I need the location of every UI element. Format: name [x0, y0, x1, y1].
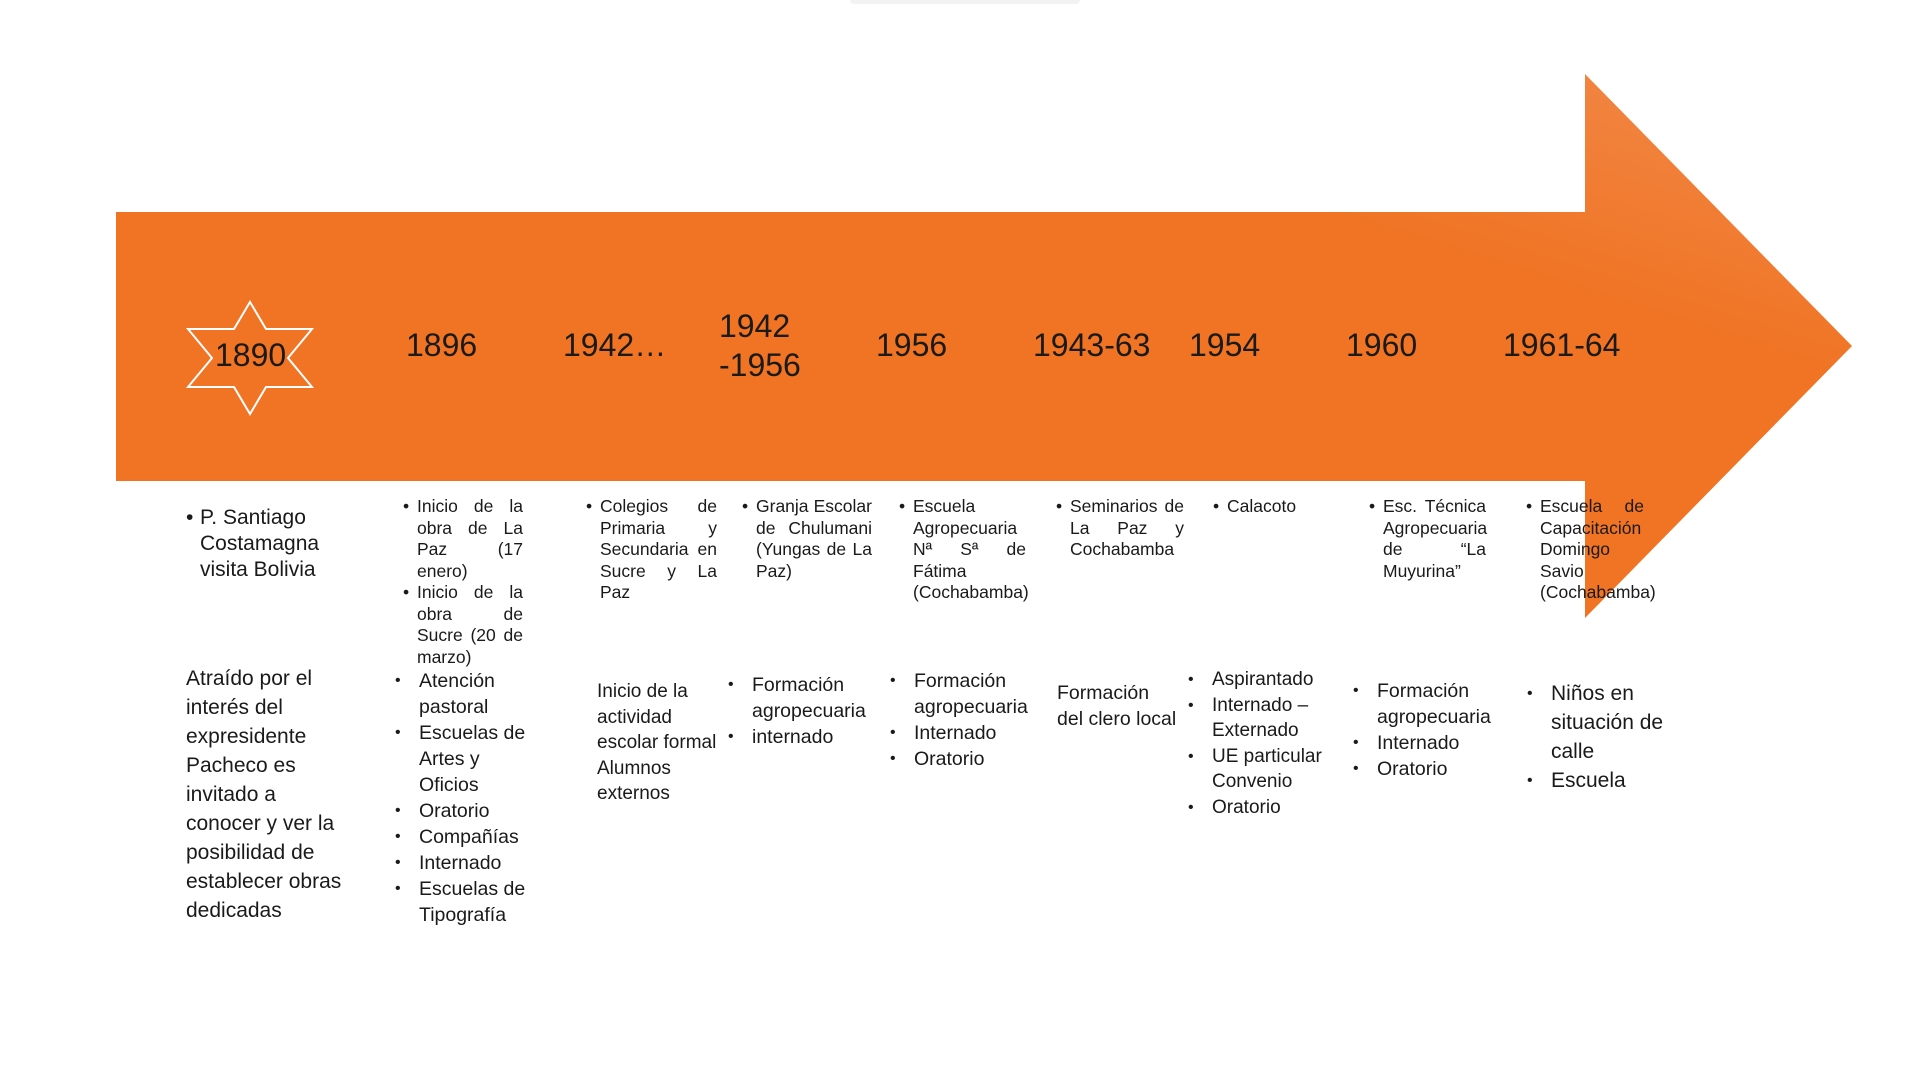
event-column: [1526, 496, 1656, 604]
event-item: • Inicio de la obra de Sucre (20 de marzo): [403, 582, 523, 668]
detail-item: • Oratorio: [890, 746, 1040, 772]
detail-text: Inicio de la actividad escolar formal Alumnos externos: [597, 681, 717, 804]
detail-column: [728, 672, 878, 750]
detail-column: [186, 664, 356, 925]
detail-item: • UE particular Convenio: [1188, 744, 1338, 795]
event-item: • Escuela de Capacitación Domingo Savio (Cochabamba): [1526, 496, 1644, 604]
detail-column: [890, 668, 1040, 772]
detail-item: • Internado: [890, 720, 1040, 746]
year-label: 1960: [1346, 327, 1418, 363]
year-label: 1890: [215, 337, 287, 373]
detail-item: • Formación agropecuaria: [1353, 678, 1503, 730]
detail-column: [1057, 680, 1177, 732]
event-item: • Seminarios de La Paz y Cochabamba: [1056, 496, 1184, 561]
detail-item: • Oratorio: [395, 798, 535, 824]
year-label: 1896: [406, 327, 478, 363]
event-column: [186, 505, 336, 583]
year-label: 1961-64: [1503, 327, 1621, 363]
detail-text: Formación del clero local: [1057, 682, 1177, 730]
year-label: 1943-63: [1033, 327, 1151, 363]
detail-item: • Internado – Externado: [1188, 693, 1338, 744]
event-column: [1369, 496, 1486, 582]
detail-item: • Internado: [1353, 730, 1503, 756]
detail-item: • Atención pastoral: [395, 668, 535, 720]
event-column: [403, 496, 523, 668]
detail-item: • Escuelas de Tipografía: [395, 876, 535, 928]
detail-item: • Oratorio: [1353, 756, 1503, 782]
year-label: 1954: [1189, 327, 1261, 363]
detail-item: • Escuela: [1527, 766, 1677, 795]
detail-item: • internado: [728, 724, 878, 750]
event-column: [742, 496, 872, 582]
detail-item: • Compañías: [395, 824, 535, 850]
event-item: • Calacoto: [1213, 496, 1312, 518]
detail-item: • Oratorio: [1188, 795, 1338, 821]
year-label: 1956: [876, 327, 948, 363]
detail-item: • Aspirantado: [1188, 667, 1338, 693]
event-item: • P. Santiago Costamagna visita Bolivia: [186, 505, 336, 583]
event-item: • Granja Escolar de Chulumani (Yungas de La Paz): [742, 496, 872, 582]
detail-column: [1527, 679, 1677, 795]
detail-item: • Niños en situación de calle: [1527, 679, 1677, 766]
detail-column: [1188, 667, 1338, 820]
event-column: [586, 496, 717, 604]
event-item: • Colegios de Primaria y Secundaria en Sucre y La Paz: [586, 496, 717, 604]
event-item: • Inicio de la obra de La Paz (17 enero): [403, 496, 523, 582]
event-column: [1056, 496, 1184, 561]
detail-column: [597, 679, 717, 807]
detail-item: • Escuelas de Artes y Oficios: [395, 720, 535, 798]
event-item: • Escuela Agropecuaria Nª Sª de Fátima (Cochabamba): [899, 496, 1026, 604]
year-label: 1942 -1956: [719, 308, 801, 383]
detail-column: [395, 668, 535, 928]
detail-item: • Formación agropecuaria: [890, 668, 1040, 720]
event-column: [1213, 496, 1312, 518]
detail-item: • Internado: [395, 850, 535, 876]
detail-text: Atraído por el interés del expresidente Pacheco es invitado a conocer y ver la posibilidad de establecer obras dedicadas: [186, 667, 342, 922]
event-item: • Esc. Técnica Agropecuaria de “La Muyurina”: [1369, 496, 1486, 582]
detail-item: • Formación agropecuaria: [728, 672, 878, 724]
event-column: [899, 496, 1029, 604]
detail-column: [1353, 678, 1503, 782]
year-label: 1942…: [563, 327, 667, 363]
